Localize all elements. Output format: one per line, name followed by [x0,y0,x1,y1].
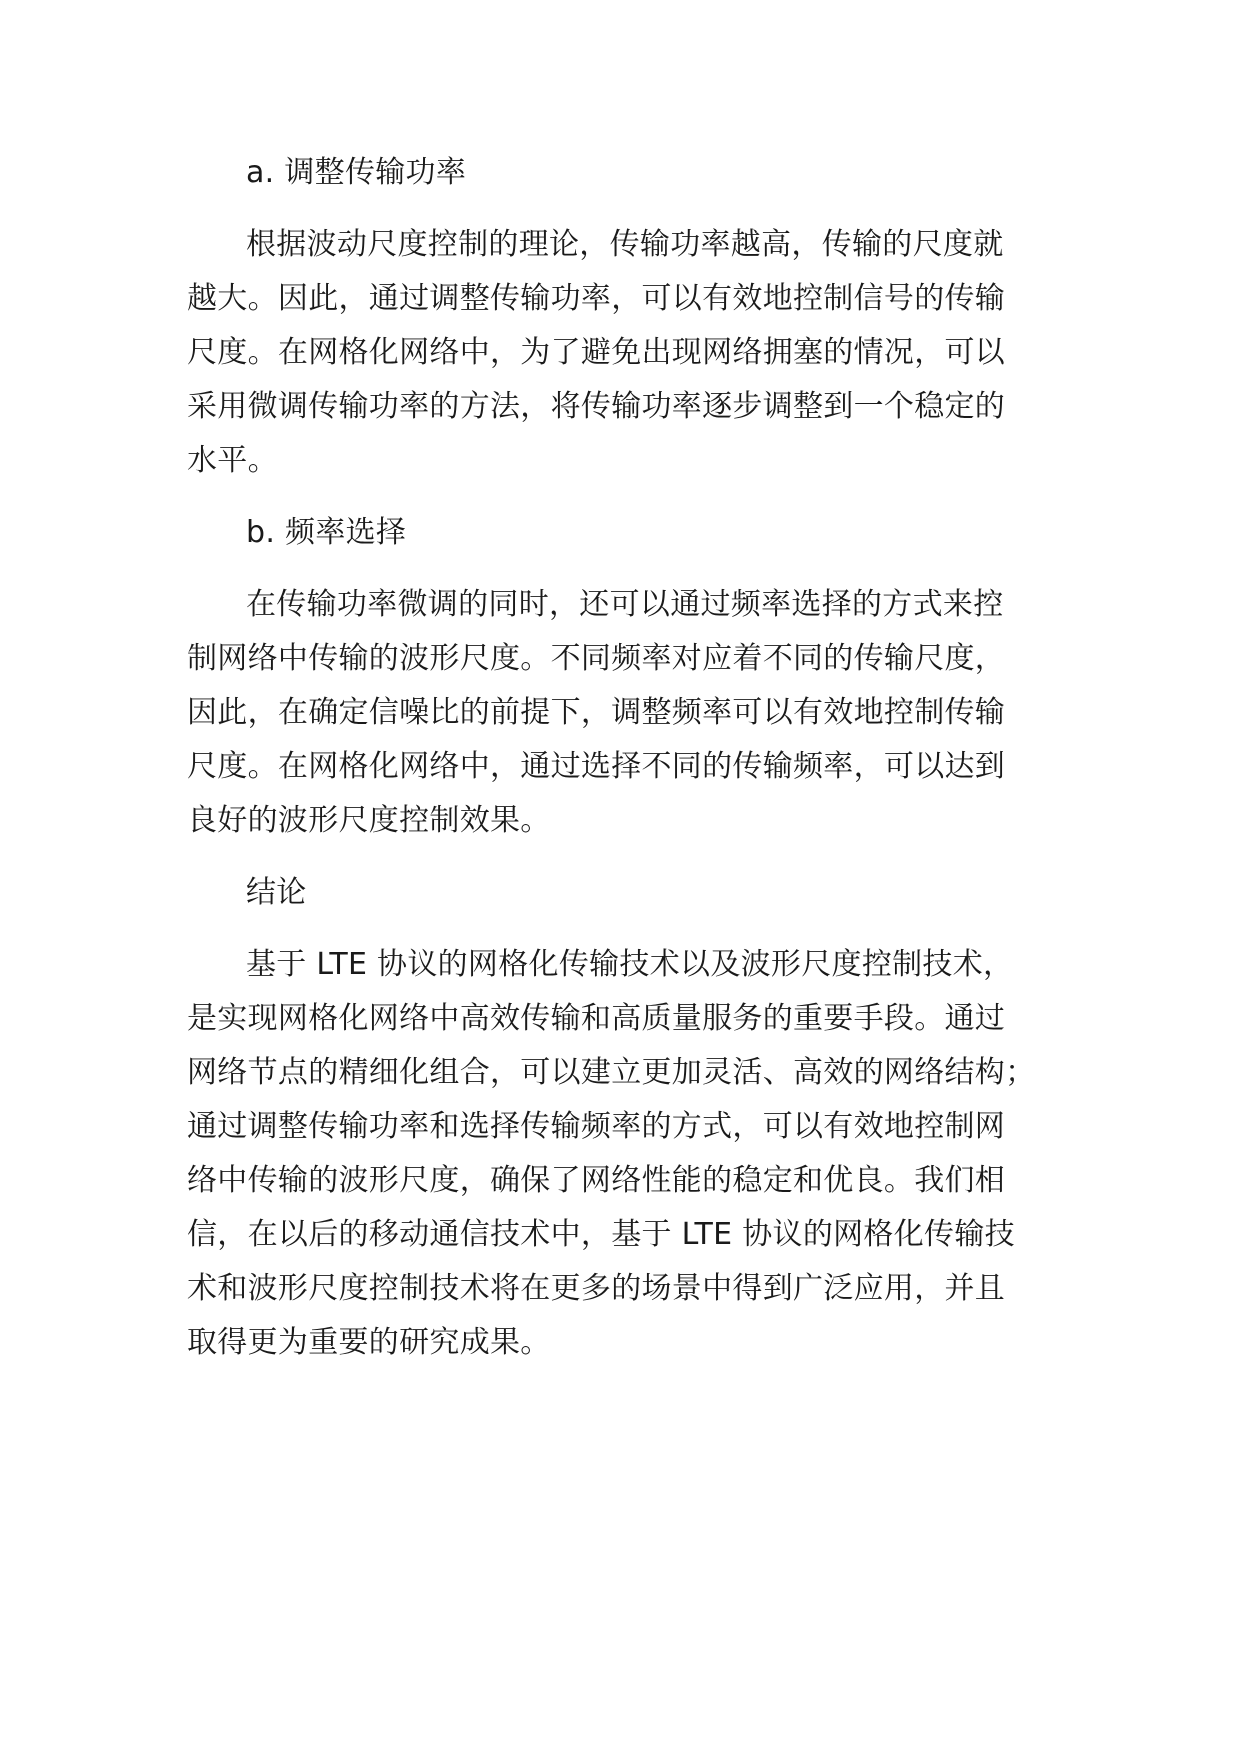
paragraph-line: 良好的波形尺度控制效果。 [187,803,551,838]
paragraph-line: 尺度。在网格化网络中，通过选择不同的传输频率，可以达到 [187,749,1006,784]
section-heading-power: a. 调整传输功率 [246,155,467,190]
paragraph-line: 水平。 [187,443,278,478]
paragraph-line: 因此，在确定信噪比的前提下，调整频率可以有效地控制传输 [187,695,1006,730]
section-heading-conclusion: 结论 [246,875,307,910]
paragraph-line: 在传输功率微调的同时，还可以通过频率选择的方式来控 [246,587,1004,622]
paragraph-line: 络中传输的波形尺度，确保了网络性能的稳定和优良。我们相 [187,1163,1006,1198]
paragraph-line: 是实现网格化网络中高效传输和高质量服务的重要手段。通过 [187,1001,1006,1036]
paragraph-line: 越大。因此，通过调整传输功率，可以有效地控制信号的传输 [187,281,1006,316]
paragraph-line: 信，在以后的移动通信技术中，基于 LTE 协议的网格化传输技 [187,1217,1015,1252]
paragraph-line: 术和波形尺度控制技术将在更多的场景中得到广泛应用，并且 [187,1271,1006,1306]
paragraph-line: 制网络中传输的波形尺度。不同频率对应着不同的传输尺度， [187,641,1006,676]
paragraph-line: 尺度。在网格化网络中，为了避免出现网络拥塞的情况，可以 [187,335,1006,370]
paragraph-line: 采用微调传输功率的方法，将传输功率逐步调整到一个稳定的 [187,389,1006,424]
paragraph-conclusion [187,946,1087,1378]
document-page [187,154,1087,1378]
paragraph-line: 取得更为重要的研究成果。 [187,1325,551,1360]
section-heading-frequency: b. 频率选择 [246,515,407,550]
paragraph-frequency [187,586,1087,856]
paragraph-line: 基于 LTE 协议的网格化传输技术以及波形尺度控制技术， [246,947,1014,982]
paragraph-power [187,226,1087,496]
paragraph-line: 通过调整传输功率和选择传输频率的方式，可以有效地控制网 [187,1109,1006,1144]
paragraph-line: 根据波动尺度控制的理论，传输功率越高，传输的尺度就 [246,227,1004,262]
paragraph-line: 网络节点的精细化组合，可以建立更加灵活、高效的网络结构； [187,1055,1036,1090]
